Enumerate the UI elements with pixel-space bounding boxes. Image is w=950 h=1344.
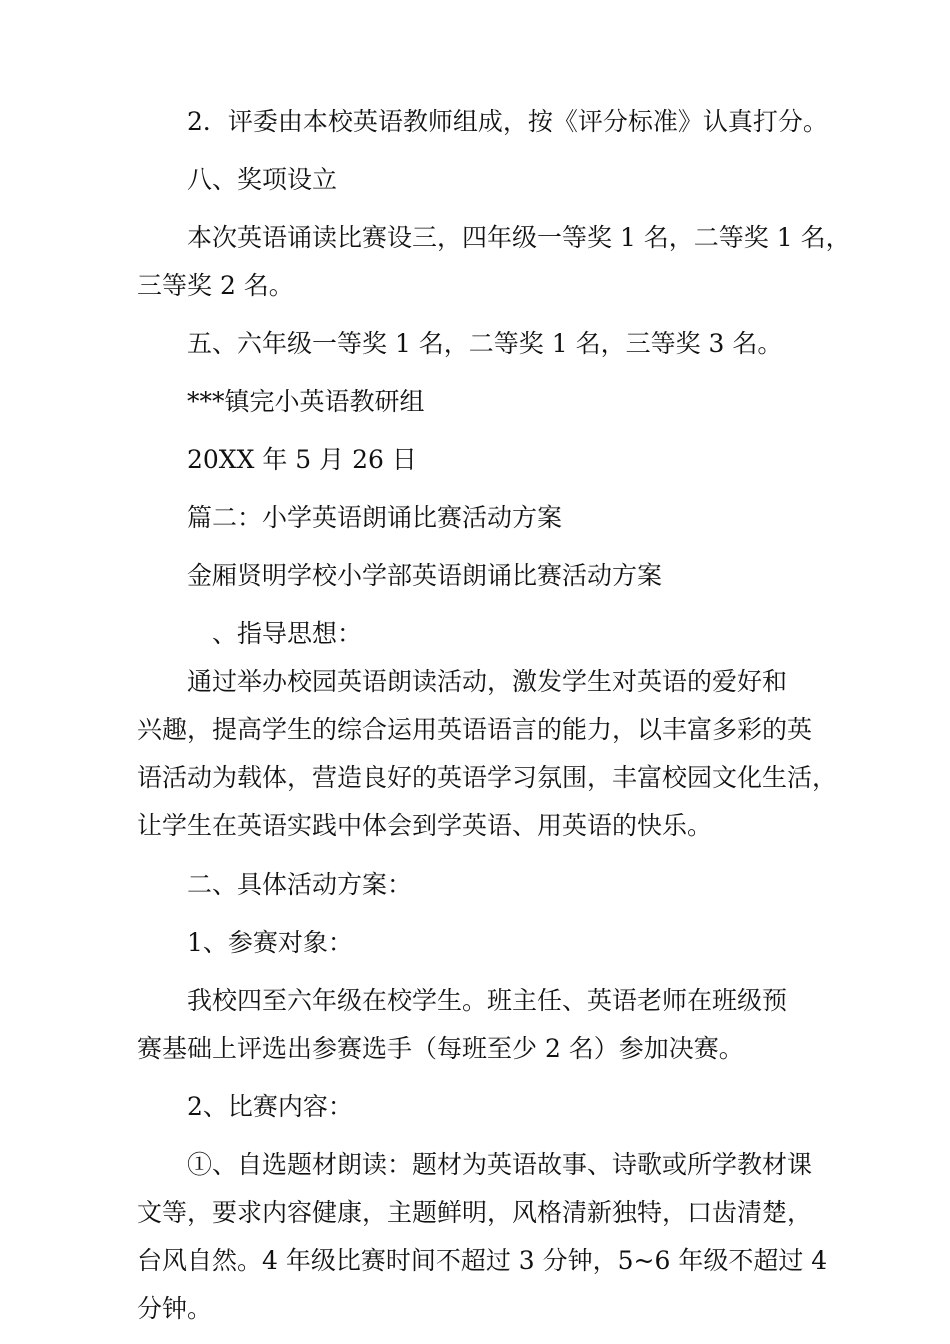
text-line: 通过举办校园英语朗读活动，激发学生对英语的爱好和 <box>187 667 788 696</box>
paragraph-participants <box>137 977 837 1073</box>
heading-awards <box>137 156 837 204</box>
paragraph-judges <box>137 98 837 146</box>
section-heading: 2、比赛内容： <box>187 1092 353 1121</box>
section-heading: 八、奖项设立 <box>187 165 338 194</box>
text-line: 台风自然。4 年级比赛时间不超过 3 分钟，5~6 年级不超过 4 <box>137 1246 828 1275</box>
text-line: 金厢贤明学校小学部英语朗诵比赛活动方案 <box>187 561 663 590</box>
text-line: 我校四至六年级在校学生。班主任、英语老师在班级预 <box>187 986 788 1015</box>
text-line: ①、自选题材朗读：题材为英语故事、诗歌或所学教材课 <box>187 1150 813 1179</box>
document-body <box>137 98 851 1333</box>
chapter-title <box>137 494 837 542</box>
paragraph-guiding-thought <box>137 658 837 850</box>
heading-guiding-thought <box>137 610 837 658</box>
signature-date <box>137 436 837 484</box>
section-heading: 、指导思想： <box>212 619 363 648</box>
heading-activity-plan <box>137 861 837 909</box>
section-heading: 1、参赛对象： <box>187 928 353 957</box>
text-line: 赛基础上评选出参赛选手（每班至少 2 名）参加决赛。 <box>137 1034 744 1063</box>
text-line: 文等，要求内容健康，主题鲜明，风格清新独特，口齿清楚， <box>137 1198 813 1227</box>
signature-group <box>137 378 837 426</box>
heading-contest-content <box>137 1083 837 1131</box>
text-line: 语活动为载体，营造良好的英语学习氛围，丰富校园文化生活， <box>137 763 838 792</box>
heading-participants <box>137 919 837 967</box>
text-line: 20XX 年 5 月 26 日 <box>187 445 417 474</box>
plan-title <box>137 552 837 600</box>
paragraph-free-reading <box>137 1141 837 1333</box>
text-line: 分钟。 <box>137 1294 213 1323</box>
text-line: 让学生在英语实践中体会到学英语、用英语的快乐。 <box>137 811 713 840</box>
paragraph-awards-grade-5-6 <box>137 320 837 368</box>
text-line: 2．评委由本校英语教师组成，按《评分标准》认真打分。 <box>187 107 828 136</box>
section-heading: 二、具体活动方案： <box>187 870 413 899</box>
text-line: 兴趣，提高学生的综合运用英语语言的能力，以丰富多彩的英 <box>137 715 813 744</box>
text-line: ***镇完小英语教研组 <box>187 387 425 416</box>
paragraph-awards-grade-3-4 <box>137 214 851 310</box>
text-line: 本次英语诵读比赛设三，四年级一等奖 1 名，二等奖 1 名， <box>187 223 851 252</box>
text-line: 五、六年级一等奖 1 名，二等奖 1 名，三等奖 3 名。 <box>187 329 783 358</box>
text-line: 篇二：小学英语朗诵比赛活动方案 <box>187 503 563 532</box>
text-line: 三等奖 2 名。 <box>137 271 294 300</box>
